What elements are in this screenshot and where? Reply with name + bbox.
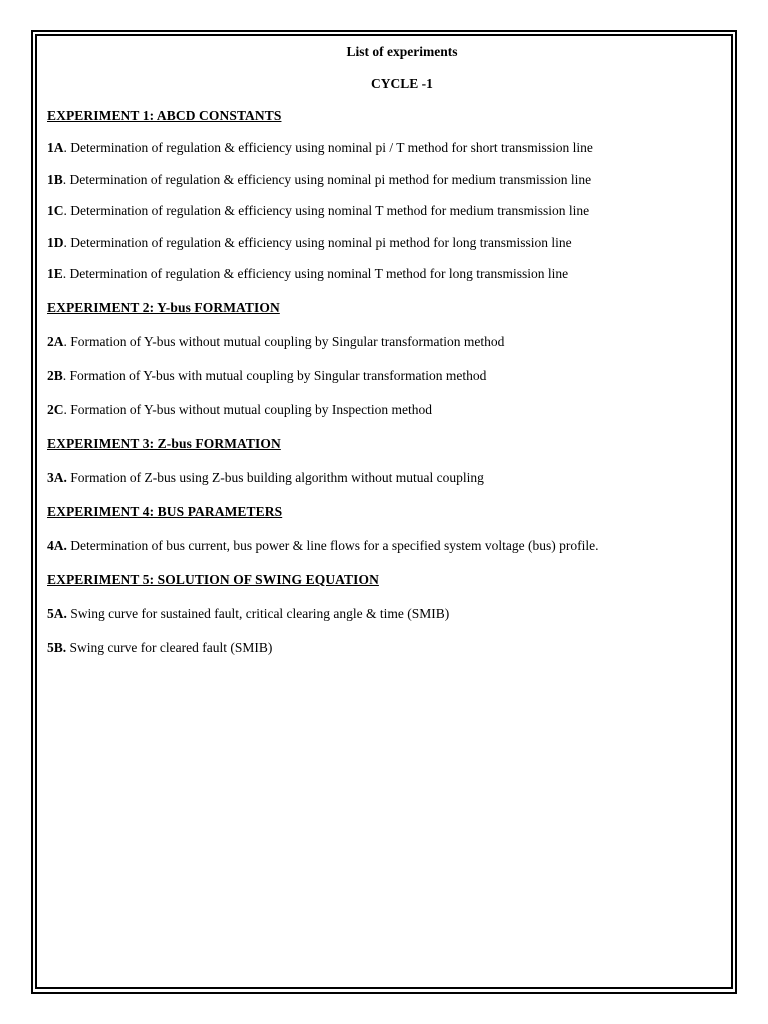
item-code: 5B. [47,640,67,655]
item-code: 3A. [47,470,67,485]
item-text: Swing curve for sustained fault, critical clearing angle & time (SMIB) [66,606,450,621]
item-code: 1A [47,140,64,155]
item-code: 1C [47,203,64,218]
item-separator: . [63,234,67,250]
item-separator: . [62,266,67,281]
experiment-item-4a [47,537,727,571]
experiment-2-heading: EXPERIMENT 2: Y-bus FORMATION [47,300,280,315]
experiment-item-1d [47,234,727,266]
item-code: 2B [47,368,63,383]
item-code: 1D [47,234,64,250]
item-text: Determination of regulation & efficiency using nominal pi method for medium transmission line [66,171,592,187]
cycle-label: CYCLE -1 [371,76,433,91]
item-text: Swing curve for cleared fault (SMIB) [66,640,273,655]
experiment-4-heading: EXPERIMENT 4: BUS PARAMETERS [47,504,283,519]
experiment-item-2a [47,333,727,367]
document-content [47,43,727,673]
experiment-item-5a [47,605,727,639]
item-text: Determination of regulation & efficiency using nominal T method for long transmission line [66,266,569,281]
item-text: Formation of Y-bus without mutual coupling by Inspection method [66,402,432,417]
experiment-item-2b [47,367,727,401]
item-separator: . [62,368,67,383]
item-code: 2A [47,334,64,349]
item-code: 1E [47,266,63,281]
item-text: Determination of bus current, bus power & line flows for a specified system voltage (bus) profile. [66,538,599,553]
item-text: Determination of regulation & efficiency using nominal pi method for long transmission line [66,234,572,250]
item-text: Formation of Y-bus with mutual coupling by Singular transformation method [66,368,487,383]
item-text: Formation of Z-bus using Z-bus building algorithm without mutual coupling [66,470,484,485]
item-code: 5A. [47,606,67,621]
experiment-item-5b [47,639,727,673]
experiment-item-1c [47,202,727,234]
item-separator: . [63,402,67,417]
item-code: 4A. [47,538,67,553]
item-code: 2C [47,402,64,417]
experiment-item-1a [47,139,727,171]
item-separator: . [63,334,67,349]
item-code: 1B [47,171,63,187]
experiment-item-1b [47,171,727,203]
item-separator: . [63,140,67,155]
experiment-5-heading: EXPERIMENT 5: SOLUTION OF SWING EQUATION [47,572,379,587]
document-title: List of experiments [346,44,458,59]
experiment-item-2c [47,401,727,435]
item-separator: . [62,171,67,187]
experiment-1-heading: EXPERIMENT 1: ABCD CONSTANTS [47,108,282,123]
item-text: Determination of regulation & efficiency using nominal T method for medium transmission line [66,203,590,218]
item-separator: . [63,203,67,218]
item-text: Determination of regulation & efficiency using nominal pi / T method for short transmission line [66,140,593,155]
item-text: Formation of Y-bus without mutual coupling by Singular transformation method [66,334,505,349]
experiment-item-3a [47,469,727,503]
experiment-3-heading: EXPERIMENT 3: Z-bus FORMATION [47,436,281,451]
experiment-item-1e [47,265,727,299]
